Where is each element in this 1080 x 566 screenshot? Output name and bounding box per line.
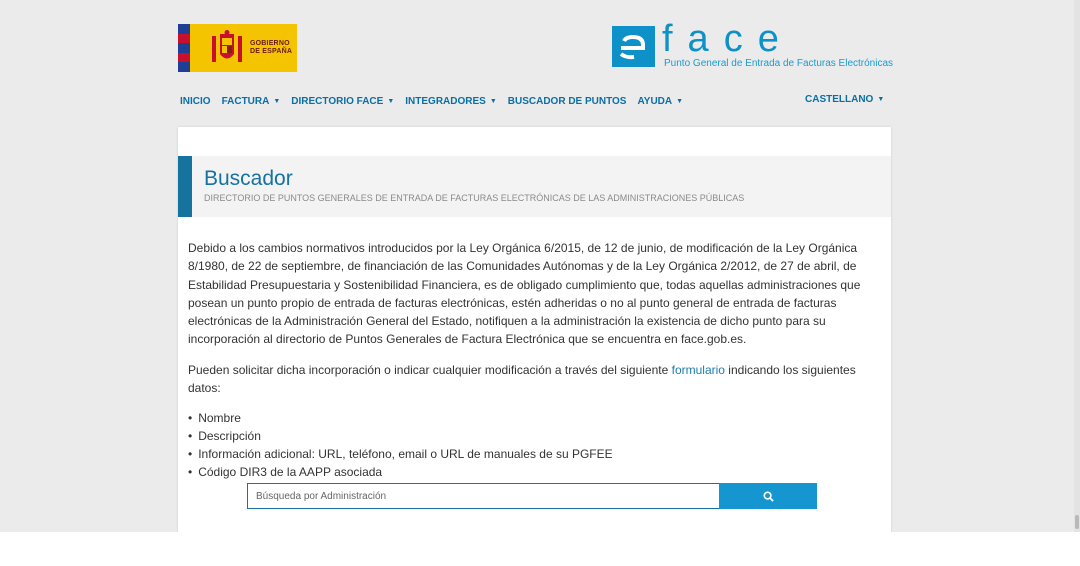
search-icon: [763, 491, 774, 502]
main-nav: [180, 94, 694, 108]
nav-item-factura[interactable]: [222, 94, 281, 108]
list-item: • Nombre: [188, 409, 878, 427]
nav-item-ayuda[interactable]: [637, 94, 683, 108]
list-item: • Descripción: [188, 427, 878, 445]
scrollbar-thumb[interactable]: [1075, 515, 1079, 529]
gobierno-logo[interactable]: [178, 24, 297, 72]
caret-down-icon: ▼: [489, 97, 497, 105]
nav-item-label: AYUDA: [637, 95, 673, 107]
required-data-list: [188, 409, 878, 481]
nav-item-label: INICIO: [180, 95, 211, 107]
site-header: [0, 0, 1080, 128]
nav-item-label: DIRECTORIO FACE: [291, 95, 384, 107]
face-e-icon: [612, 26, 655, 67]
formulario-link[interactable]: formulario: [671, 362, 725, 377]
request-text: indicando los siguientes datos:: [188, 362, 856, 396]
eu-flag-stripe: [178, 24, 190, 72]
face-tagline: Punto General de Entrada de Facturas Electrónicas: [664, 58, 894, 69]
body-text: [188, 239, 878, 481]
title-accent-bar: [178, 156, 192, 217]
search-bar: [247, 483, 821, 509]
nav-item-label: FACTURA: [221, 95, 270, 107]
page-title: Buscador: [204, 167, 293, 190]
coat-of-arms-icon: [212, 30, 242, 66]
request-text: Pueden solicitar dicha incorporación o indicar cualquier modificación a través del siguiente: [188, 362, 672, 377]
caret-down-icon: ▼: [387, 97, 395, 105]
gobierno-logo-text: GOBIERNO DE ESPAÑA: [250, 40, 293, 55]
face-logo[interactable]: [612, 18, 894, 72]
content-card: [178, 127, 891, 532]
nav-item-integradores[interactable]: [405, 94, 497, 108]
request-paragraph: [188, 361, 878, 398]
caret-down-icon: ▼: [676, 97, 684, 105]
language-label: CASTELLANO: [805, 94, 874, 105]
caret-down-icon: ▼: [877, 96, 885, 103]
scrollbar-track[interactable]: [1074, 0, 1080, 532]
caret-down-icon: ▼: [273, 97, 281, 105]
page-subtitle: DIRECTORIO DE PUNTOS GENERALES DE ENTRADA DE FACTURAS ELECTRÓNICAS DE LAS ADMINISTRACIONES PÚBLICAS: [204, 193, 745, 203]
nav-item-inicio[interactable]: [180, 94, 211, 108]
search-input[interactable]: [247, 483, 719, 509]
face-logo-letters: face: [662, 18, 794, 60]
language-selector[interactable]: [805, 94, 884, 105]
nav-item-buscador-de-puntos[interactable]: [508, 94, 627, 108]
list-item: • Información adicional: URL, teléfono, email o URL de manuales de su PGFEE: [188, 445, 878, 463]
search-button[interactable]: [719, 483, 817, 509]
nav-item-directorio-face[interactable]: [291, 94, 394, 108]
intro-paragraph: Debido a los cambios normativos introducidos por la Ley Orgánica 6/2015, de 12 de junio, de modificación de la Ley Orgánica 8/1980, de 22 de septiembre, de financiación de las Comunidades Autónomas y de la Ley Orgánica 2/2012, de 27 de abril, de Estabilidad Presupuestaria y Sostenibilidad Financiera, es de obligado cumplimiento que, todas aquellas administraciones que posean un punto propio de entrada de facturas electrónicas, estén adheridas o no al punto general de entrada de facturas electrónicas de la Administración General del Estado, notifiquen a la administración la existencia de dicho punto para su incorporación al directorio de Puntos Generales de Factura Electrónica que se encuentra en face.gob.es.: [188, 241, 861, 347]
nav-item-label: BUSCADOR DE PUNTOS: [507, 95, 627, 107]
list-item: • Código DIR3 de la AAPP asociada: [188, 463, 878, 481]
nav-item-label: INTEGRADORES: [405, 95, 486, 107]
title-band: [178, 156, 891, 217]
